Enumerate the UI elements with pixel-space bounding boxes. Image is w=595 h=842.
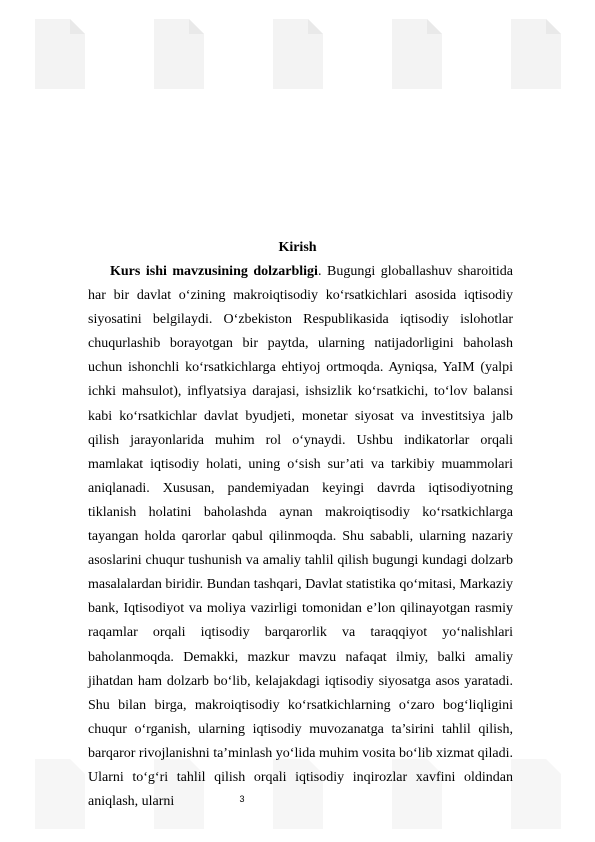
body-paragraph [88, 260, 513, 814]
paragraph-text: . Bugungi globallashuv sharoitida har bir davlat o‘zining makroiqtisodiy ko‘rsatkichlari asosida iqtisodiy siyosatini belgilaydi. O‘zbekiston Respublikasida iqtisodiy islohotlar chuqurlashib borayotgan bir paytda, ularning natijadorligini baholash uchun ishonchli ko‘rsatkichlarga ehtiyoj ortmoqda. Ayniqsa, YaIM (yalpi ichki mahsulot), inflyatsiya darajasi, ishsizlik ko‘rsatkichi, to‘lov balansi kabi ko‘rsatkichlar davlat byudjeti, monetar siyosat va investitsiya jalb qilish jarayonlarida muhim rol o‘ynaydi. Ushbu indikatorlar orqali mamlakat iqtisodiy holati, uning o‘sish sur’ati va tarkibiy muammolari aniqlanadi. Xususan, pandemiyadan keyingi davrda iqtisodiyotning tiklanish holatini baholashda aynan makroiqtisodiy ko‘rsatkichlarga tayangan holda qarorlar qabul qilinmoqda. Shu sababli, ularning nazariy asoslarini chuqur tushunish va amaliy tahlil qilish bugungi kundagi dolzarb masalalardan biridir. Bundan tashqari, Davlat statistika qo‘mitasi, Markaziy bank, Iqtisodiyot va moliya vazirligi tomonidan e’lon qilinayotgan rasmiy raqamlar orqali iqtisodiy barqarorlik va taraqqiyot yo‘nalishlari baholanmoqda. Demakki, mazkur mavzu nafaqat ilmiy, balki amaliy jihatdan ham dolzarb bo‘lib, kelajakdagi iqtisodiy siyosatga asos yaratadi. Shu bilan birga, makroiqtisodiy ko‘rsatkichlarning o‘zaro bog‘liqligini chuqur o‘rganish, ularning iqtisodiy muvozanatga ta’sirini tahlil qilish, barqaror rivojlanishni ta’minlash yo‘lida muhim vosita bo‘lib xizmat qiladi. Ularni to‘g‘ri tahlil qilish orqali iqtisodiy inqirozlar xavfini oldindan aniqlash, ularni [88, 264, 514, 810]
document-watermark-icon [25, 14, 95, 94]
document-watermark-icon [144, 14, 214, 94]
watermark-row-top [0, 14, 595, 94]
document-watermark-icon [501, 14, 571, 94]
document-watermark-icon [382, 14, 452, 94]
section-heading: Kirish [278, 240, 317, 255]
page-number: 3 [239, 794, 245, 804]
lead-phrase: Kurs ishi mavzusining dolzarbligi [110, 264, 318, 279]
document-watermark-icon [263, 14, 333, 94]
